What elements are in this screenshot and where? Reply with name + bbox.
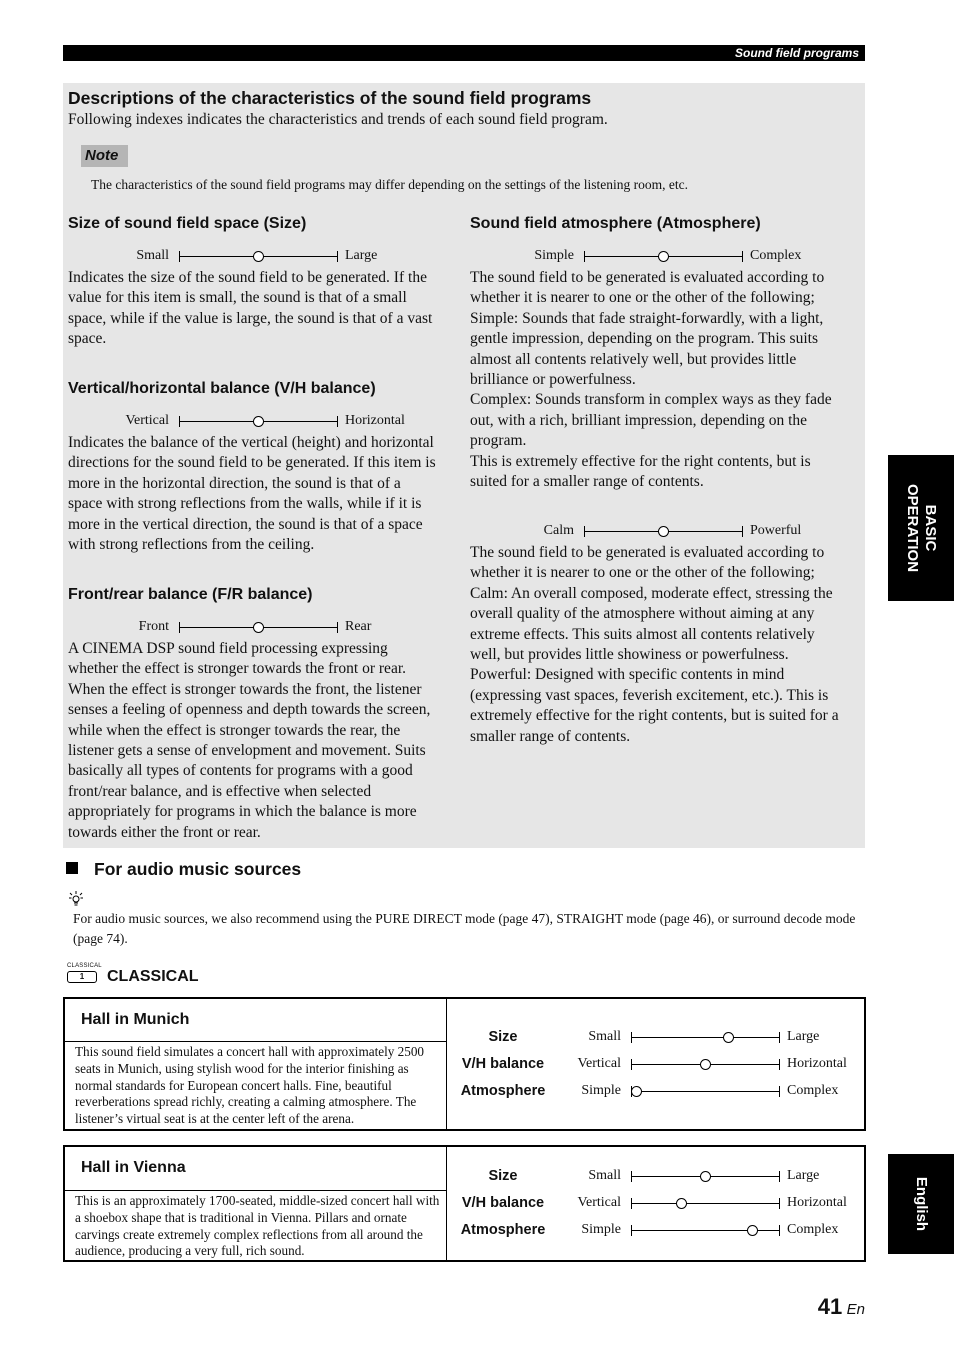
- scale-start-tick: [631, 1171, 632, 1182]
- scale-track: [631, 1091, 779, 1092]
- scale-knob: [253, 622, 264, 633]
- scale-right-label: Complex: [787, 1083, 839, 1098]
- text-line: gentle impression, depending on the program. This suits: [470, 330, 818, 348]
- page-number: [818, 1294, 865, 1320]
- text-line: Calm: An overall composed, moderate effect, stressing the: [470, 584, 833, 602]
- program-name: Hall in Vienna: [81, 1159, 186, 1176]
- text-line: while when the effect is stronger towards the rear, the: [68, 721, 401, 739]
- scale-left-label: Small: [588, 1029, 621, 1044]
- text-line: space, while if the value is large, the sound is that of a vast: [68, 309, 433, 327]
- scale-left-label: Small: [136, 248, 169, 263]
- section-header-bar: Sound field programs: [63, 45, 865, 61]
- text-line: towards either the front or rear.: [68, 823, 261, 841]
- scale-right-label: Rear: [345, 619, 372, 634]
- text-line: Indicates the balance of the vertical (height) and horizontal: [68, 434, 434, 451]
- text-line: Complex: Sounds transform in complex ways as they fade: [470, 391, 832, 409]
- scale-right-label: Horizontal: [787, 1056, 847, 1071]
- text-line: front/rear balance, and is effective when selected: [68, 782, 372, 800]
- scale-knob: [747, 1225, 758, 1236]
- text-line: (expressing vast spaces, feverish excitement, etc.). This is: [470, 686, 829, 704]
- classical-category-icon: [67, 963, 102, 985]
- scale-knob: [658, 251, 669, 262]
- vh-balance-description: [68, 433, 436, 555]
- scale-left-label: Simple: [534, 248, 574, 263]
- audio-tip-text: For audio music sources, we also recommend using the PURE DIRECT mode (page 47), STRAIGHT mode (page 46), or surround decode mode (page 74).: [73, 911, 856, 946]
- page-language: En: [846, 1301, 865, 1318]
- text-line: more in the horizontal direction, the sound is that of a: [68, 474, 401, 492]
- parameter-scale: [563, 1197, 863, 1211]
- scale-right-label: Large: [345, 248, 378, 263]
- scale-start-tick: [631, 1198, 632, 1209]
- parameter-scale: [563, 1085, 863, 1099]
- scale-end-tick: [337, 251, 338, 262]
- text-line: with strong reflections from the ceiling.: [68, 536, 315, 554]
- text-line: out, with a rich, brilliant impression, depending on the: [470, 411, 808, 429]
- size-scale: [68, 250, 408, 264]
- scale-end-tick: [337, 416, 338, 427]
- scale-left-label: Vertical: [125, 413, 169, 428]
- scale-start-tick: [631, 1225, 632, 1236]
- program-info-cell: [65, 999, 447, 1129]
- scale-knob: [700, 1059, 711, 1070]
- scale-track: [631, 1203, 779, 1204]
- text-line: listener gets a sense of envelopment and movement. Suits: [68, 742, 426, 760]
- scale-end-tick: [779, 1032, 780, 1043]
- text-line: Simple: Sounds that fade straight-forwardly, with a light,: [470, 309, 824, 327]
- text-line: whether it is nearer to one or the other of the following;: [470, 564, 815, 582]
- text-line: brilliance or powerfulness.: [470, 371, 636, 389]
- atmosphere-description-2: [470, 543, 839, 747]
- scale-left-label: Vertical: [577, 1195, 621, 1210]
- text-line: program.: [470, 432, 527, 450]
- parameter-label: Atmosphere: [460, 1222, 546, 1238]
- scale-left-label: Calm: [543, 523, 574, 538]
- text-line: When the effect is stronger towards the front, the listener: [68, 680, 422, 698]
- scale-right-label: Large: [787, 1029, 820, 1044]
- parameter-label: Atmosphere: [460, 1083, 546, 1099]
- scale-end-tick: [779, 1198, 780, 1209]
- scale-end-tick: [337, 622, 338, 633]
- text-line: value for this item is small, the sound is that of a small: [68, 289, 407, 307]
- text-line: appropriately for programs in which the balance is more: [68, 803, 417, 821]
- scale-start-tick: [584, 251, 585, 262]
- scale-left-label: Small: [588, 1168, 621, 1183]
- text-line: space with strong reflections from the walls, while if it is: [68, 495, 422, 513]
- text-line: Indicates the size of the sound field to be generated. If the: [68, 269, 427, 286]
- simple-complex-scale: [470, 250, 820, 264]
- text-line: basically all types of contents for programs with a good: [68, 762, 413, 780]
- scale-end-tick: [779, 1225, 780, 1236]
- note-label: Note: [81, 145, 128, 167]
- scale-right-label: Complex: [787, 1222, 839, 1237]
- scale-knob: [631, 1086, 642, 1097]
- scale-left-label: Vertical: [577, 1056, 621, 1071]
- descriptions-intro: Following indexes indicates the characteristics and trends of each sound field program.: [68, 111, 608, 128]
- scale-right-label: Large: [787, 1168, 820, 1183]
- text-line: smaller range of contents.: [470, 727, 631, 745]
- calm-powerful-scale: [470, 525, 820, 539]
- parameter-label: Size: [488, 1168, 518, 1184]
- vh-balance-heading: Vertical/horizontal balance (V/H balance): [68, 380, 376, 397]
- audio-section-heading: [66, 859, 301, 880]
- basic-operation-tab: [888, 455, 954, 601]
- scale-start-tick: [631, 1059, 632, 1070]
- text-line: directions for the sound field to be generated. If this item is: [68, 454, 436, 472]
- scale-right-label: Horizontal: [787, 1195, 847, 1210]
- program-description: This sound field simulates a concert hall with approximately 2500 seats in Munich, using stylish wood for the interior finishing as normal standards for European concert halls. Fine, beautiful reverberations spread richly, creating a calming atmosphere. The listener’s virtual seat is at the center left of the arena.: [75, 1044, 425, 1127]
- text-line: A CINEMA DSP sound field processing expressing: [68, 640, 388, 657]
- parameter-label: V/H balance: [461, 1056, 545, 1072]
- size-description: [68, 268, 432, 350]
- parameter-label: Size: [488, 1029, 518, 1045]
- text-line: whether the effect is stronger towards the front or rear.: [68, 660, 407, 678]
- program-divider: [65, 1041, 447, 1042]
- text-line: extreme effects. This suits almost all contents relatively: [470, 625, 815, 643]
- program-hall-in-munich: [63, 997, 866, 1131]
- scale-right-label: Complex: [750, 248, 802, 263]
- scale-knob: [253, 416, 264, 427]
- scale-end-tick: [779, 1086, 780, 1097]
- fr-balance-scale: [68, 621, 408, 635]
- parameter-scale: [563, 1170, 863, 1184]
- parameter-label: V/H balance: [461, 1195, 545, 1211]
- scale-right-label: Powerful: [750, 523, 802, 538]
- square-bullet-icon: [66, 862, 78, 874]
- fr-balance-description: [68, 639, 430, 843]
- text-line: senses a feeling of openness and depth towards the screen,: [68, 701, 431, 719]
- program-name: Hall in Munich: [81, 1011, 190, 1028]
- text-line: space.: [68, 330, 107, 348]
- english-tab: [888, 1154, 954, 1254]
- text-line: almost all contents relatively well, but provides little: [470, 350, 797, 368]
- scale-knob: [253, 251, 264, 262]
- scale-left-label: Simple: [581, 1083, 621, 1098]
- classical-icon-number: 1: [67, 971, 97, 983]
- program-divider: [65, 1190, 447, 1191]
- basic-operation-tab-label: BASIC OPERATION: [904, 483, 939, 573]
- classical-icon-label: CLASSICAL: [67, 963, 102, 969]
- text-line: suited for a smaller range of contents.: [470, 473, 704, 491]
- scale-start-tick: [179, 622, 180, 633]
- vh-balance-scale: [68, 415, 428, 429]
- scale-end-tick: [742, 251, 743, 262]
- parameter-scale: [563, 1031, 863, 1045]
- parameter-scale: [563, 1058, 863, 1072]
- text-line: whether it is nearer to one or the other of the following;: [470, 289, 815, 307]
- text-line: well, but provides little showiness or powerfulness.: [470, 646, 789, 664]
- scale-end-tick: [742, 526, 743, 537]
- scale-knob: [658, 526, 669, 537]
- scale-knob: [676, 1198, 687, 1209]
- scale-left-label: Simple: [581, 1222, 621, 1237]
- scale-end-tick: [779, 1059, 780, 1070]
- atmosphere-description-1: [470, 268, 832, 492]
- atmosphere-heading: Sound field atmosphere (Atmosphere): [470, 215, 761, 232]
- scale-start-tick: [584, 526, 585, 537]
- parameter-scale: [563, 1224, 863, 1238]
- text-line: This is extremely effective for the right contents, but is: [470, 452, 811, 470]
- note-text: The characteristics of the sound field programs may differ depending on the settings of the listening room, etc.: [91, 177, 688, 192]
- scale-left-label: Front: [138, 619, 169, 634]
- scale-knob: [700, 1171, 711, 1182]
- lightbulb-hint-icon: [68, 890, 84, 906]
- fr-balance-heading: Front/rear balance (F/R balance): [68, 586, 313, 603]
- text-line: overall quality of the atmosphere without aiming at any: [470, 605, 815, 623]
- text-line: Powerful: Designed with specific contents in mind: [470, 666, 785, 684]
- scale-track: [631, 1037, 779, 1038]
- scale-right-label: Horizontal: [345, 413, 405, 428]
- scale-knob: [723, 1032, 734, 1043]
- descriptions-title: Descriptions of the characteristics of the sound field programs: [68, 88, 592, 108]
- program-description: This is an approximately 1700-seated, middle-sized concert hall with a shoebox shape that is traditional in Vienna. Pillars and ornate carvings create extremely complex reflections from all around the audience, producing a very full, rich sound.: [75, 1193, 440, 1259]
- size-heading: Size of sound field space (Size): [68, 215, 307, 232]
- program-info-cell: [65, 1147, 447, 1260]
- text-line: The sound field to be generated is evaluated according to: [470, 544, 825, 561]
- english-tab-label: English: [913, 1176, 930, 1232]
- text-line: The sound field to be generated is evaluated according to: [470, 269, 825, 286]
- text-line: more in the vertical direction, the sound is that of a space: [68, 515, 423, 533]
- program-hall-in-vienna: [63, 1145, 866, 1262]
- page-number-value: 41: [817, 1294, 843, 1319]
- scale-start-tick: [179, 251, 180, 262]
- scale-start-tick: [179, 416, 180, 427]
- scale-start-tick: [631, 1032, 632, 1043]
- category-title: CLASSICAL: [107, 968, 199, 985]
- scale-end-tick: [779, 1171, 780, 1182]
- audio-section-title: For audio music sources: [94, 859, 302, 879]
- text-line: extremely effective for the right contents, but is suited for a: [470, 707, 839, 725]
